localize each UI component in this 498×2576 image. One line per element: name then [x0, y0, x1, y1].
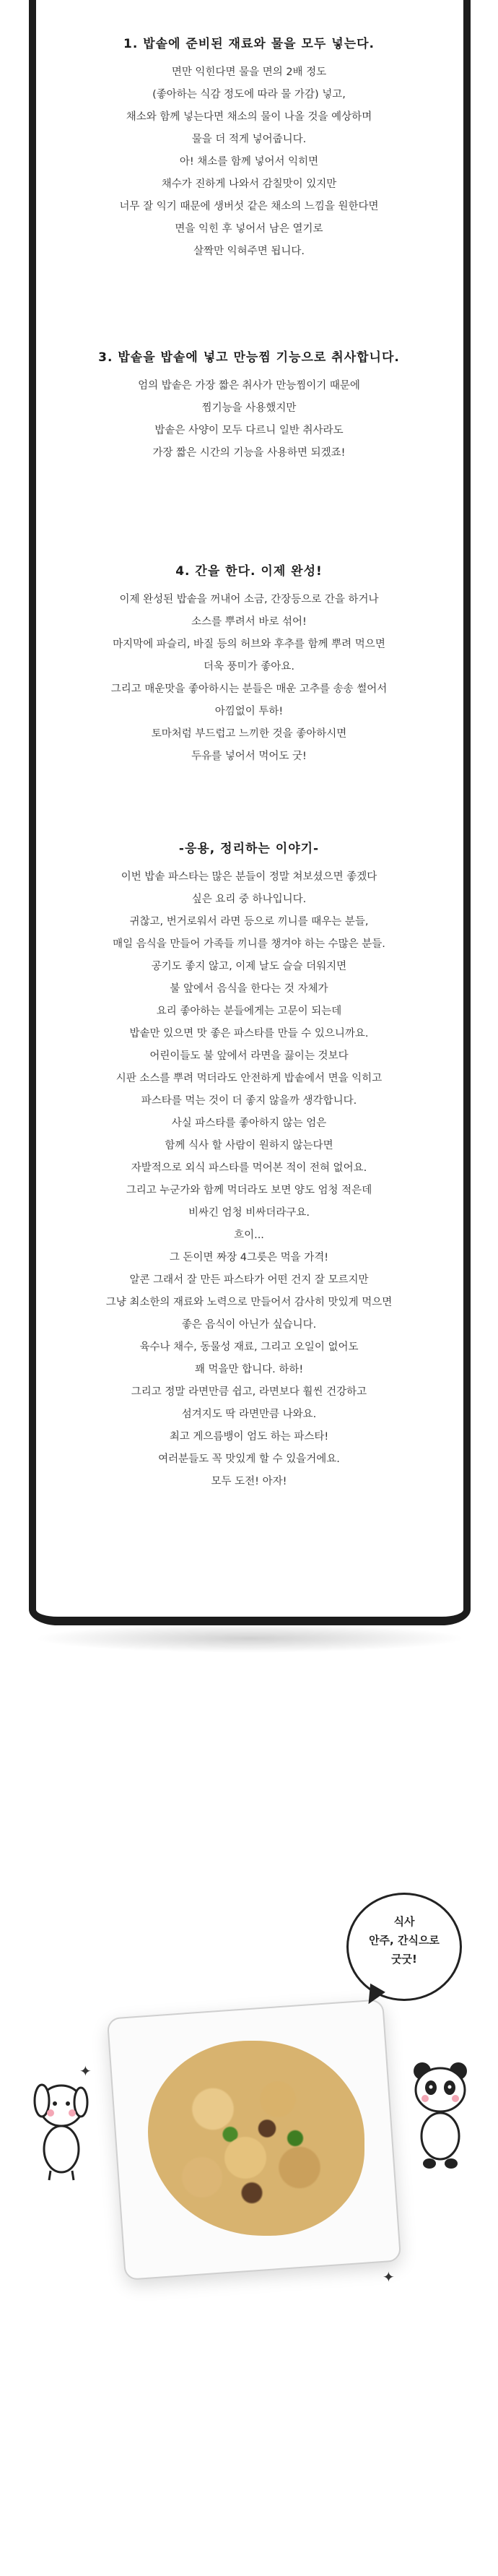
- step-line: 엄의 밥솥은 가장 짧은 취사가 만능찜이기 때문에: [138, 380, 360, 392]
- story-line: 시판 소스를 뿌려 먹더라도 안전하게 밥솥에서 면을 익히고: [115, 1073, 383, 1084]
- paper-shadow: [33, 1624, 466, 1653]
- step-line: 소스를 뿌려서 바로 섞어!: [191, 616, 307, 628]
- recipe-step-1: [43, 33, 455, 263]
- story-line: 공기도 좋지 않고, 이제 날도 슬슬 더워지면: [151, 961, 347, 972]
- story-line: 육수나 채수, 동물성 재료, 그리고 오일이 없어도: [139, 1341, 359, 1353]
- story-line: 어린이들도 불 앞에서 라면을 끓이는 것보다: [149, 1050, 349, 1062]
- closing-story: [43, 838, 455, 1493]
- step-line: 이제 완성된 밥솥을 꺼내어 소금, 간장등으로 간을 하거나: [119, 594, 379, 605]
- story-line: 파스타를 먹는 것이 더 좋지 않을까 생각합니다.: [141, 1095, 357, 1107]
- story-line: 꽤 먹을만 합니다. 하하!: [194, 1364, 304, 1375]
- closing-title: -응용, 정리하는 이야기-: [178, 842, 320, 856]
- story-line: 그리고 누군가와 함께 먹더라도 보면 양도 엄청 적은데: [126, 1185, 372, 1196]
- story-line: 불 앞에서 음식을 한다는 것 자체가: [170, 983, 328, 995]
- bubble-line: 굿굿!: [391, 1953, 417, 1966]
- story-line: 사실 파스타를 좋아하지 않는 엄은: [171, 1118, 327, 1129]
- story-line: 싶은 요리 중 하나입니다.: [191, 894, 307, 905]
- story-line: 흐이...: [234, 1229, 264, 1241]
- step-1-title: 1. 밥솥에 준비된 재료와 물을 모두 넣는다.: [123, 37, 375, 51]
- step-line: 면만 익힌다면 물을 면의 2배 정도: [171, 66, 327, 78]
- story-line: 그 돈이면 짜장 4그릇은 먹을 가격!: [169, 1252, 329, 1263]
- sparkle-icon: ✦: [383, 2268, 395, 2286]
- pasta-photo-area: [0, 1893, 498, 2384]
- step-line: 살짝만 익혀주면 됩니다.: [193, 246, 305, 257]
- step-line: 물을 더 적게 넣어줍니다.: [191, 134, 307, 145]
- story-line: 섬겨지도 딱 라면만큼 나와요.: [181, 1409, 317, 1420]
- step-line: 채수가 진하게 나와서 감칠맛이 있지만: [161, 178, 337, 190]
- step-3-title: 3. 밥솥을 밥솥에 넣고 만능찜 기능으로 취사합니다.: [98, 350, 400, 365]
- bubble-line: 안주, 간식으로: [369, 1934, 440, 1947]
- sparkle-icon: ✦: [79, 2062, 92, 2080]
- story-line: 알콘 그래서 잘 만든 파스타가 어떤 건지 잘 모르지만: [129, 1274, 369, 1286]
- step-line: 너무 잘 익기 때문에 생버섯 같은 채소의 느낌을 원한다면: [119, 201, 379, 212]
- step-line: 밥솥은 사양이 모두 다르니 일반 취사라도: [154, 425, 344, 436]
- step-line: 가장 짧은 시간의 기능을 사용하면 되겠죠!: [152, 447, 346, 459]
- story-line: 그리고 정말 라면만큼 쉽고, 라면보다 훨씬 건강하고: [131, 1386, 367, 1398]
- story-line: 여러분들도 꼭 맛있게 할 수 있을거에요.: [158, 1453, 340, 1465]
- step-line: 마지막에 파슬리, 바질 등의 허브와 후추를 함께 뿌려 먹으면: [113, 639, 385, 650]
- puppy-illustration: [22, 2073, 94, 2182]
- step-line: 두유를 넣어서 먹어도 굿!: [191, 751, 307, 762]
- story-line: 자발적으로 외식 파스타를 먹어본 적이 전혀 없어요.: [131, 1162, 367, 1174]
- recipe-step-3: [43, 347, 455, 464]
- story-line: 최고 게으름뱅이 엄도 하는 파스타!: [169, 1431, 329, 1443]
- story-line: 요리 좋아하는 분들에게는 고문이 되는데: [156, 1006, 342, 1017]
- bubble-line: 식사: [393, 1915, 415, 1928]
- step-line: (좋아하는 식감 정도에 따라 물 가감) 넣고,: [152, 89, 346, 100]
- story-line: 밥솥만 있으면 맛 좋은 파스타를 만들 수 있으니까요.: [129, 1028, 369, 1040]
- story-line: 좋은 음식이 아닌가 싶습니다.: [181, 1319, 317, 1331]
- story-line: 함께 식사 할 사람이 원하지 않는다면: [165, 1140, 333, 1151]
- step-4-title: 4. 간을 한다. 이제 완성!: [175, 564, 323, 579]
- story-line: 그냥 최소한의 재료와 노력으로 만들어서 감사히 맛있게 먹으면: [105, 1297, 393, 1308]
- story-line: 비싸긴 엄청 비싸더라구요.: [188, 1207, 310, 1219]
- step-line: 토마처럼 부드럽고 느끼한 것을 좋아하시면: [151, 728, 347, 740]
- step-line: 채소와 함께 넣는다면 채소의 물이 나올 것을 예상하며: [126, 111, 372, 123]
- story-line: 모두 도전! 아자!: [211, 1476, 287, 1487]
- story-line: 매일 음식을 만들어 가족들 끼니를 챙겨야 하는 수많은 분들.: [113, 938, 385, 950]
- story-line: 이번 밥솥 파스타는 많은 분들이 정말 쳐보셨으면 좋겠다: [121, 871, 377, 883]
- step-line: 면을 익힌 후 넣어서 남은 열기로: [175, 223, 323, 235]
- step-line: 그리고 매운맛을 좋아하시는 분들은 매운 고추를 송송 썰어서: [110, 683, 388, 695]
- recipe-step-4: [43, 561, 455, 768]
- step-line: 더욱 풍미가 좋아요.: [204, 661, 294, 673]
- step-line: 아! 채소를 함께 넣어서 익히면: [179, 156, 319, 168]
- step-line: 아낌없이 투하!: [214, 706, 284, 717]
- story-line: 귀찮고, 번거로워서 라면 등으로 끼니를 때우는 분들,: [129, 916, 369, 928]
- step-line: 찜기능을 사용했지만: [201, 402, 297, 414]
- speech-bubble: [346, 1893, 462, 2001]
- panda-illustration: [401, 2055, 480, 2171]
